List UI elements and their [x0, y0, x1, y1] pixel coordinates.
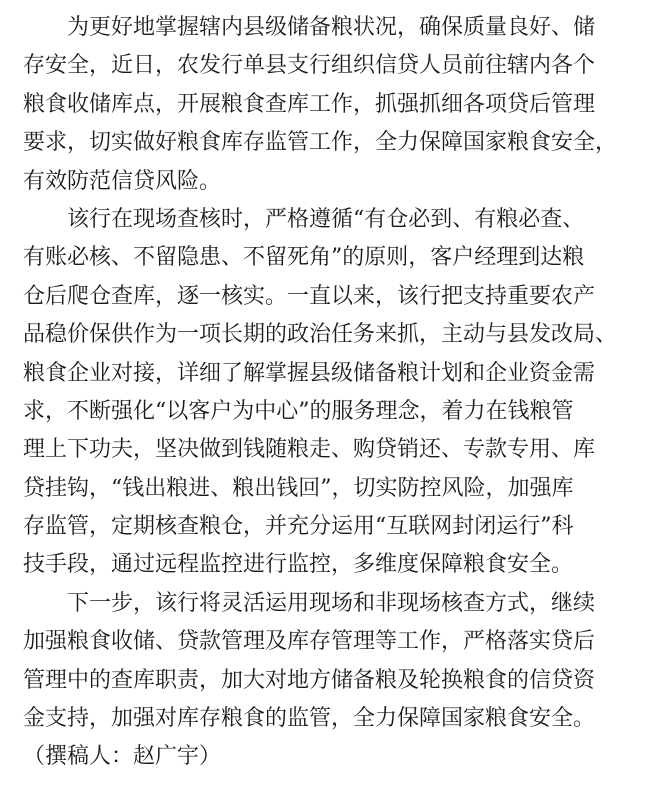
text-line: 有效防范信贷风险。 — [23, 168, 222, 194]
paragraph-3 — [23, 585, 643, 739]
paragraph-1 — [23, 9, 643, 201]
paragraph-2 — [23, 201, 643, 585]
text-line: 存监管，定期核查粮仓，并充分运用“互联网封闭运行”科 — [23, 514, 574, 540]
text-line: 有账必核、不留隐患、不留死角”的原则，客户经理到达粮 — [23, 245, 585, 271]
text-line: 理上下功夫，坚决做到钱随粮走、购贷销还、专款专用、库 — [23, 437, 596, 463]
text-line: 求，不断强化“以客户为中心”的服务理念，着力在钱粮管 — [23, 398, 574, 424]
text-line: 粮食收储库点，开展粮食查库工作，抓强抓细各项贷后管理 — [23, 91, 596, 117]
text-line: 加强粮食收储、贷款管理及库存管理等工作，严格落实贷后 — [23, 629, 596, 655]
text-line: 该行在现场查核时，严格遵循“有仓必到、有粮必查、 — [23, 206, 585, 232]
text-line: 为更好地掌握辖内县级储备粮状况，确保质量良好、储 — [23, 15, 596, 40]
text-line: 管理中的查库职责，加大对地方储备粮及轮换粮食的信贷资 — [23, 667, 596, 693]
text-line: 仓后爬仓查库，逐一核实。一直以来，该行把支持重要农产 — [23, 283, 596, 309]
article-body — [23, 9, 643, 777]
text-line: 技手段，通过远程监控进行监控，多维度保障粮食安全。 — [23, 552, 574, 578]
text-line: 贷挂钩，“钱出粮进、粮出钱回”，切实防控风险，加强库 — [23, 475, 574, 501]
text-line: 存安全，近日，农发行单县支行组织信贷人员前往辖内各个 — [23, 53, 596, 79]
text-line: 粮食企业对接，详细了解掌握县级储备粮计划和企业资金需 — [23, 360, 596, 386]
text-line: 下一步，该行将灵活运用现场和非现场核查方式，继续 — [23, 590, 596, 616]
text-line: 品稳价保供作为一项长期的政治任务来抓，主动与县发改局、 — [23, 322, 618, 348]
text-line: 要求，切实做好粮食库存监管工作，全力保障国家粮食安全， — [23, 130, 618, 156]
text-line: 金支持，加强对库存粮食的监管，全力保障国家粮食安全。 — [23, 706, 596, 732]
author-credit: （撰稿人：赵广宇） — [23, 744, 222, 770]
